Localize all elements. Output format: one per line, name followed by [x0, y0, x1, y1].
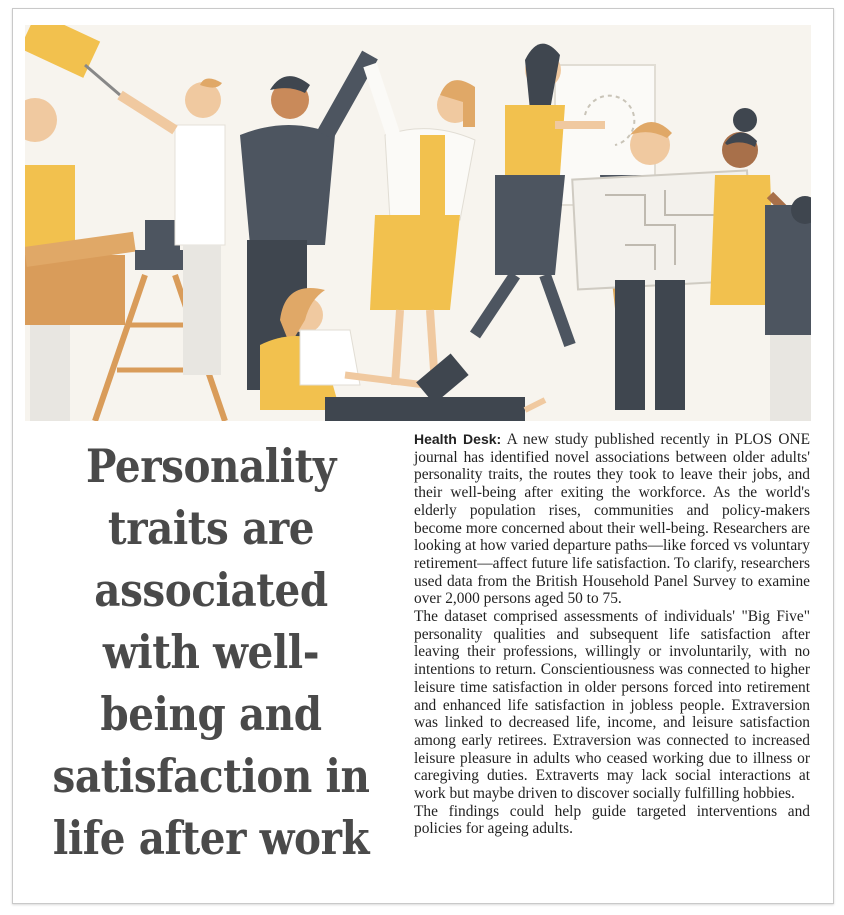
article-paragraph-3: The findings could help guide targeted interventions and policies for ageing adults. [414, 802, 810, 838]
article-paragraph-1 [414, 431, 810, 608]
illustration-people-collaborating [25, 25, 811, 421]
article-lead-label: Health Desk: [414, 431, 502, 447]
article-paragraph-2: The dataset comprised assessments of individuals' "Big Five" personality qualities and subsequent life satisfaction after leaving their professions, willingly or involuntarily, with no intentions to return. Conscientiousness was connected to higher leisure time satisfaction in older persons forced into retirement and enhanced life satisfaction in jobless people. Extraversion was linked to decreased life, income, and leisure satisfaction among early retirees. Extraversion was connected to increased leisure pleasure in adults who ceased working due to illness or caregiving duties. Extraverts may lack social interactions at work but maybe driven to discover socially fulfilling hobbies. [414, 608, 810, 803]
headline: Personality traits are associated with well-being and satisfaction in life after work [52, 439, 370, 865]
article-paragraph-1-text: A new study published recently in PLOS ONE journal has identified novel associations between older adults' personality traits, the routes they took to leave their jobs, and their well-being after exiting the workforce. As the world's elderly population rises, communities and policy-makers become more concerned about their well-being. Researchers are looking at how varied departure paths—like forced vs voluntary retirement—affect future life satisfaction. To clarify, researchers used data from the British Household Panel Survey to examine over 2,000 persons aged 50 to 75. [414, 431, 811, 608]
article-body [414, 431, 810, 838]
